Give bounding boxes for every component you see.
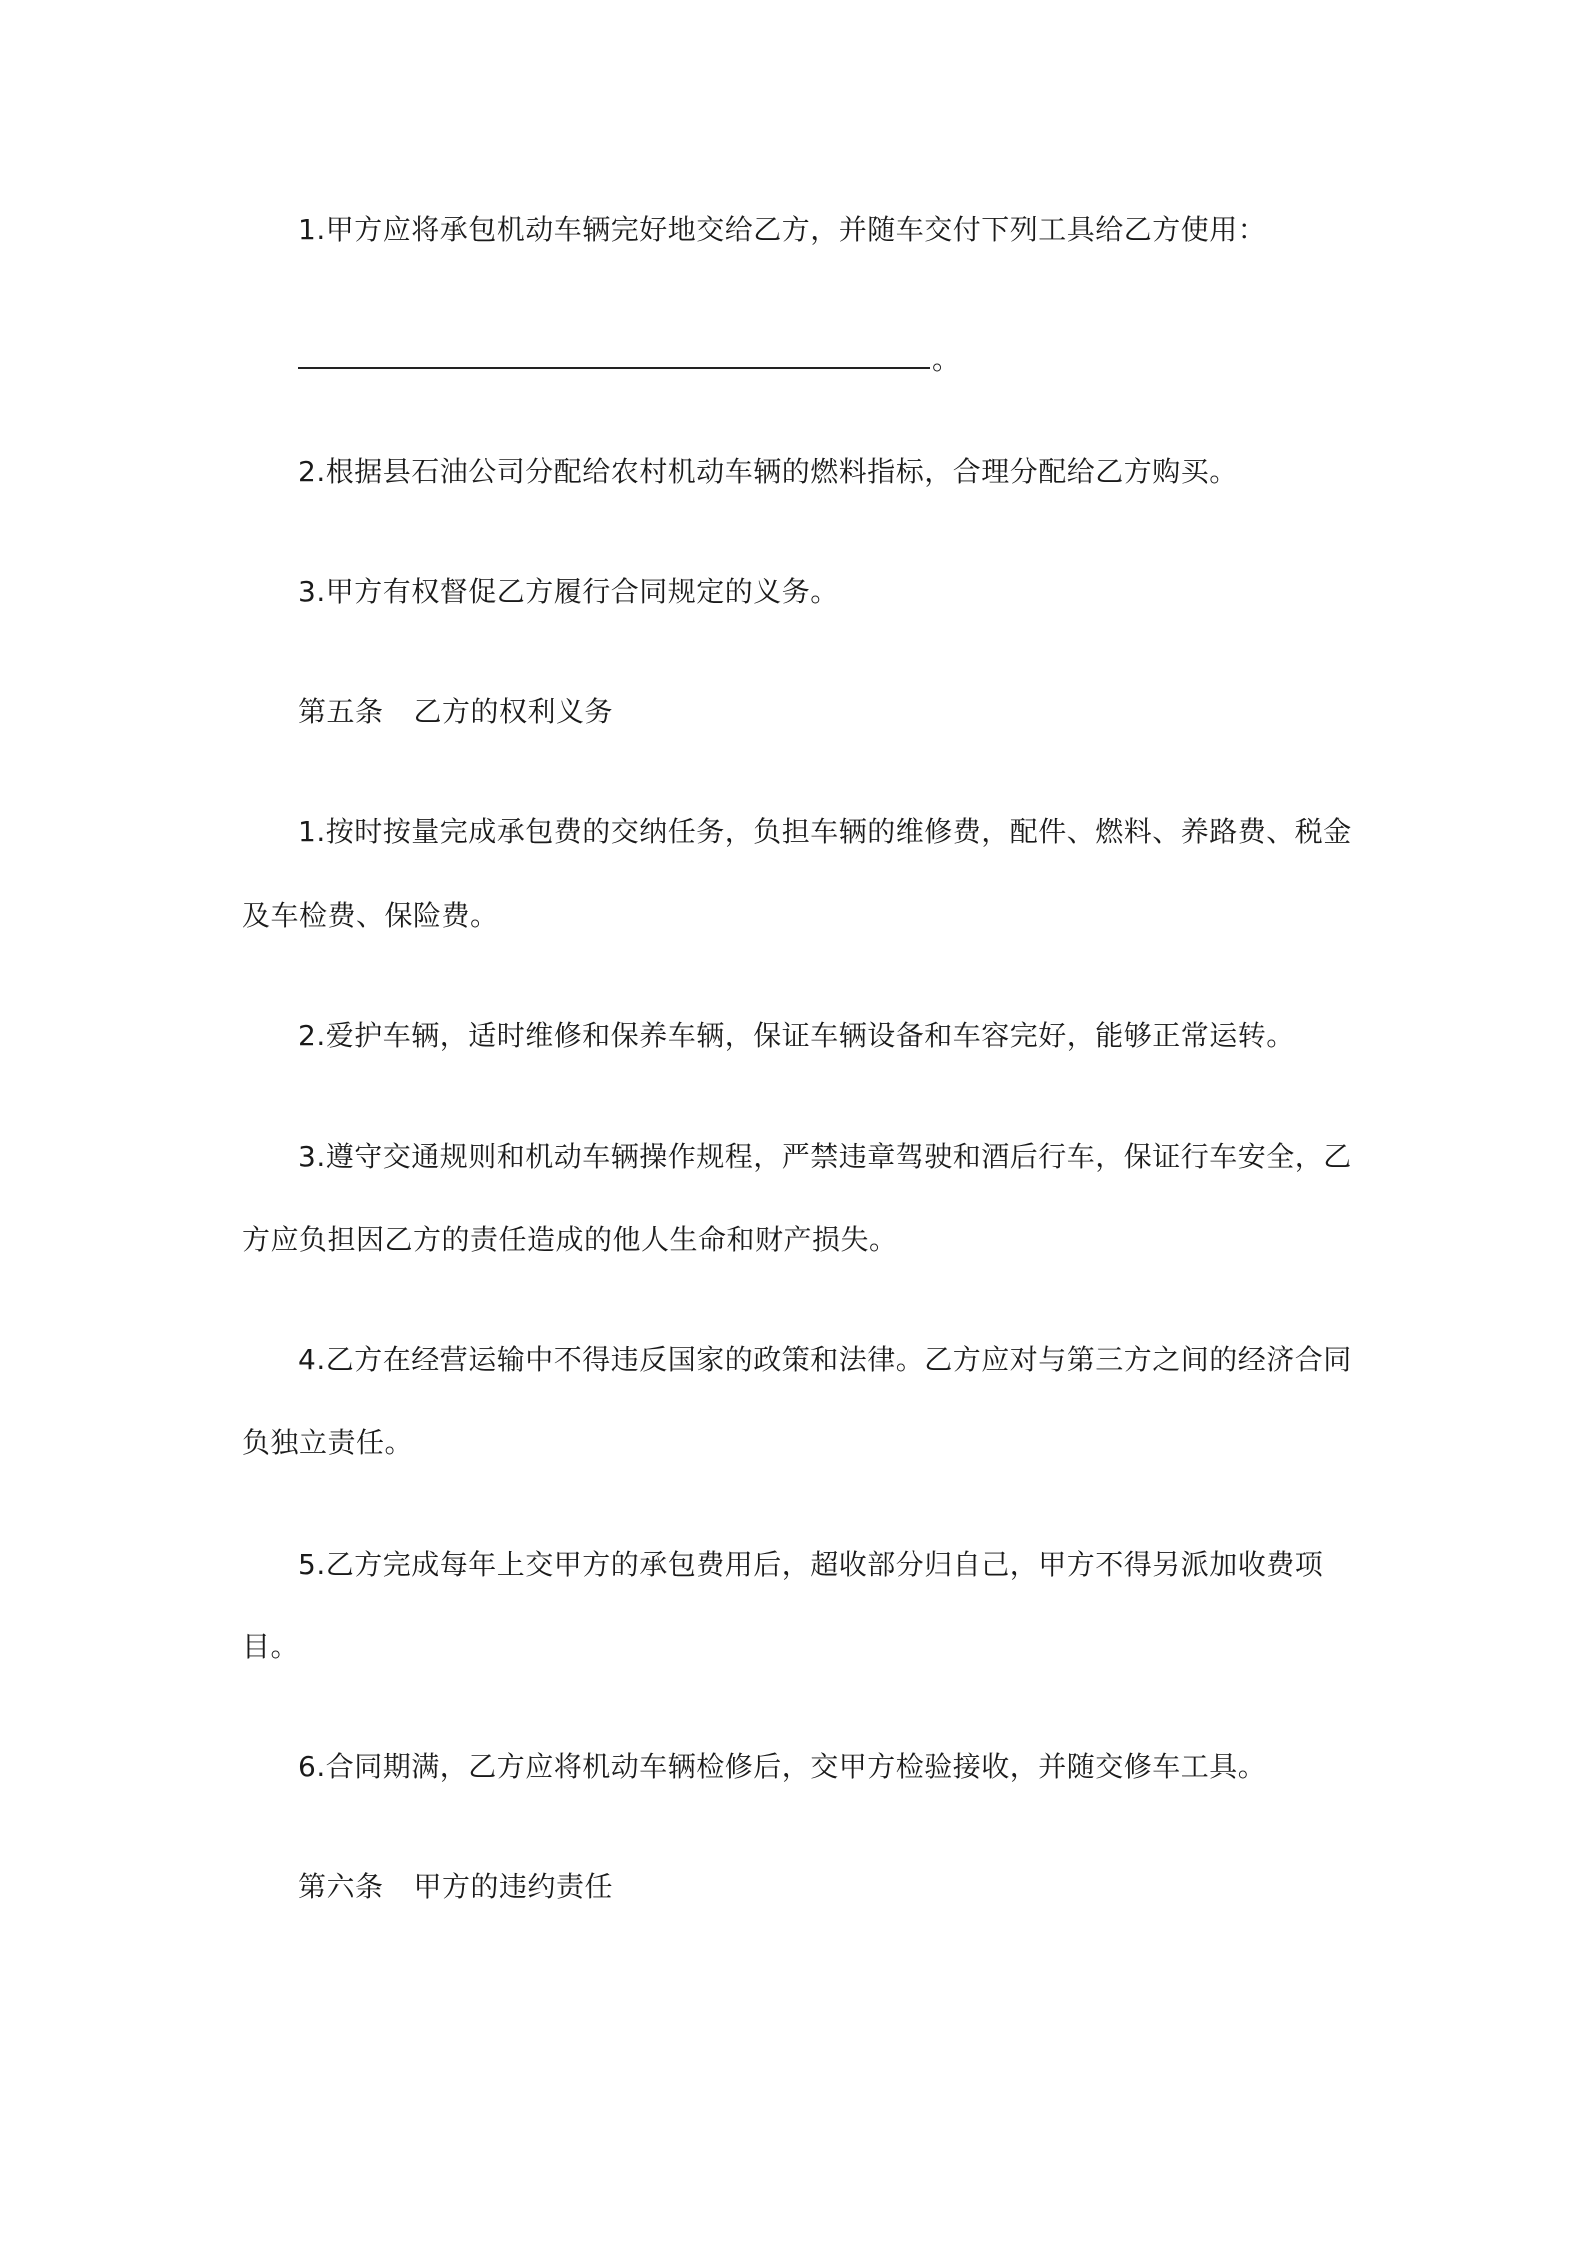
paragraph-obligation-4-cont: [0, 1423, 1586, 1463]
paragraph-text: 3.遵守交通规则和机动车辆操作规程，严禁违章驾驶和酒后行车，保证行车安全，乙: [298, 1140, 1352, 1173]
paragraph-duty-3: [0, 572, 1586, 612]
paragraph-text: 2.爱护车辆，适时维修和保养车辆，保证车辆设备和车容完好，能够正常运转。: [298, 1019, 1295, 1052]
article-number: 第五条: [298, 695, 384, 728]
paragraph-text: 负独立责任。: [242, 1426, 414, 1459]
article-title: 乙方的权利义务: [413, 695, 614, 728]
article-number: 第六条: [298, 1870, 384, 1903]
paragraph-text: 6.合同期满，乙方应将机动车辆检修后，交甲方检验接收，并随交修车工具。: [298, 1750, 1267, 1783]
article-5-heading: [0, 692, 1586, 732]
paragraph-text: 及车检费、保险费。: [242, 899, 499, 932]
paragraph-text: 2.根据县石油公司分配给农村机动车辆的燃料指标，合理分配给乙方购买。: [298, 455, 1238, 488]
paragraph-obligation-1: [0, 812, 1586, 852]
paragraph-obligation-6: [0, 1747, 1586, 1787]
paragraph-text: 4.乙方在经营运输中不得违反国家的政策和法律。乙方应对与第三方之间的经济合同: [298, 1343, 1352, 1376]
paragraph-obligation-4: [0, 1340, 1586, 1380]
paragraph-obligation-5-cont: [0, 1627, 1586, 1667]
paragraph-obligation-1-cont: [0, 896, 1586, 936]
paragraph-text: 方应负担因乙方的责任造成的他人生命和财产损失。: [242, 1223, 898, 1256]
paragraph-obligation-3-cont: [0, 1220, 1586, 1260]
article-title: 甲方的违约责任: [413, 1870, 614, 1903]
paragraph-duty-1: [0, 210, 1586, 250]
paragraph-duty-2: [0, 452, 1586, 492]
paragraph-obligation-5: [0, 1545, 1586, 1585]
paragraph-obligation-2: [0, 1016, 1586, 1056]
article-6-heading: [0, 1867, 1586, 1907]
paragraph-text: 3.甲方有权督促乙方履行合同规定的义务。: [298, 575, 839, 608]
paragraph-text: 目。: [242, 1630, 300, 1663]
paragraph-obligation-3: [0, 1137, 1586, 1177]
blank-period: 。: [932, 343, 961, 376]
paragraph-text: 1.甲方应将承包机动车辆完好地交给乙方，并随车交付下列工具给乙方使用：: [298, 213, 1267, 246]
fill-in-blank: [298, 345, 930, 369]
paragraph-text: 1.按时按量完成承包费的交纳任务，负担车辆的维修费，配件、燃料、养路费、税金: [298, 815, 1352, 848]
paragraph-text: 5.乙方完成每年上交甲方的承包费用后，超收部分归自己，甲方不得另派加收费项: [298, 1548, 1324, 1581]
blank-fill-line: [0, 340, 1586, 380]
